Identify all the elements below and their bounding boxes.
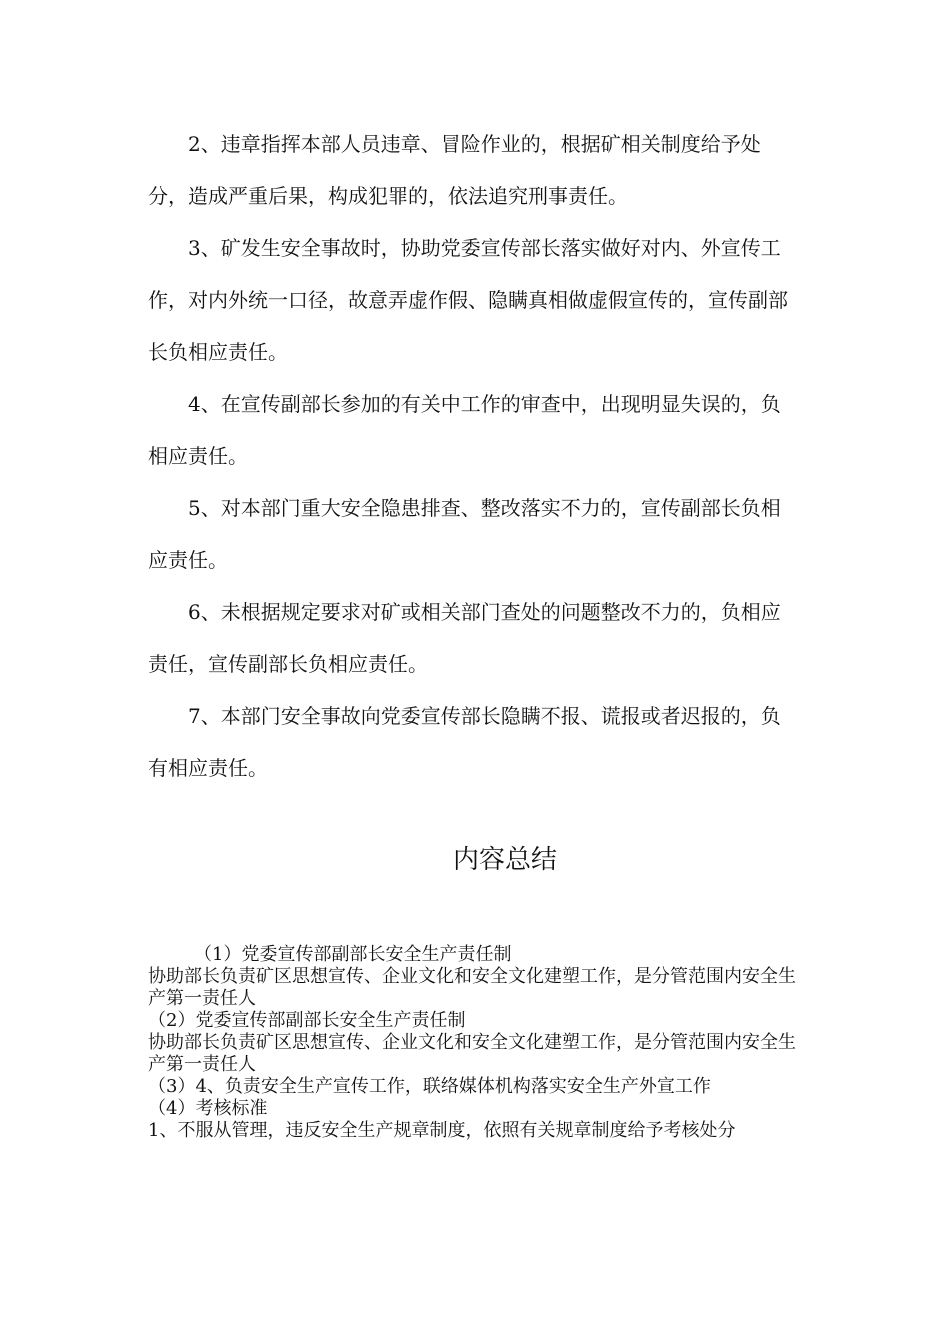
summary-line-5: （3）4、负责安全生产宣传工作，联络媒体机构落实安全生产外宣工作 <box>148 1076 711 1097</box>
summary-line-3: （2）党委宣传部副部长安全生产责任制 <box>148 1010 466 1031</box>
paragraph-item-4: 4、在宣传副部长参加的有关中工作的审查中，出现明显失误的，负相应责任。 <box>148 392 781 468</box>
paragraph-item-3: 3、矿发生安全事故时，协助党委宣传部长落实做好对内、外宣传工作，对内外统一口径，故意弄虚作假、隐瞒真相做虚假宣传的，宣传副部长负相应责任。 <box>148 236 788 364</box>
summary-line-1: （1）党委宣传部副部长安全生产责任制 <box>194 944 512 965</box>
summary-section <box>148 944 808 1142</box>
summary-line-6: （4）考核标准 <box>148 1098 268 1119</box>
paragraph-item-2: 2、违章指挥本部人员违章、冒险作业的，根据矿相关制度给予处分，造成严重后果，构成犯罪的，依法追究刑事责任。 <box>148 132 761 208</box>
paragraph-item-6: 6、未根据规定要求对矿或相关部门查处的问题整改不力的，负相应责任，宣传副部长负相应责任。 <box>148 600 781 676</box>
paragraph-item-5: 5、对本部门重大安全隐患排查、整改落实不力的，宣传副部长负相应责任。 <box>148 496 781 572</box>
paragraph-item-7: 7、本部门安全事故向党委宣传部长隐瞒不报、谎报或者迟报的，负有相应责任。 <box>148 704 781 780</box>
summary-line-7: 1、不服从管理，违反安全生产规章制度，依照有关规章制度给予考核处分 <box>148 1120 736 1141</box>
summary-line-2: 协助部长负责矿区思想宣传、企业文化和安全文化建塑工作，是分管范围内安全生产第一责任人 <box>148 966 796 1009</box>
summary-line-4: 协助部长负责矿区思想宣传、企业文化和安全文化建塑工作，是分管范围内安全生产第一责任人 <box>148 1032 796 1075</box>
summary-title: 内容总结 <box>452 845 557 875</box>
body-text <box>148 118 798 794</box>
